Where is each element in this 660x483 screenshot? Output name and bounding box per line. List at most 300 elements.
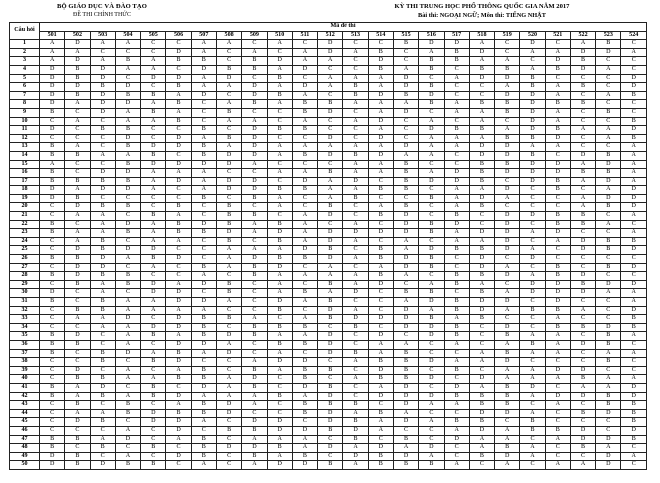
answer-cell: D	[545, 134, 570, 143]
question-number: 23	[10, 229, 40, 238]
answer-cell: B	[570, 220, 595, 229]
answer-cell: C	[570, 418, 595, 427]
table-row	[10, 452, 647, 461]
question-number: 48	[10, 444, 40, 453]
answer-cell: C	[444, 289, 469, 298]
answer-cell: B	[40, 298, 65, 307]
answer-cell: C	[40, 409, 65, 418]
answer-cell: A	[469, 435, 494, 444]
answer-cell: D	[469, 298, 494, 307]
answer-cell: A	[343, 272, 368, 281]
answer-cell: D	[292, 358, 317, 367]
answer-cell: A	[216, 340, 241, 349]
answer-cell: B	[596, 237, 621, 246]
answer-cell: A	[621, 143, 647, 152]
answer-cell: C	[570, 358, 595, 367]
answer-cell: D	[90, 91, 115, 100]
answer-cell: D	[621, 426, 647, 435]
answer-cell: C	[216, 323, 241, 332]
table-row	[10, 435, 647, 444]
answer-cell: A	[90, 212, 115, 221]
answer-cell: C	[191, 426, 216, 435]
answer-cell: C	[141, 426, 166, 435]
answer-cell: C	[495, 315, 520, 324]
answer-cell: A	[621, 349, 647, 358]
answer-cell: A	[444, 194, 469, 203]
answer-cell: D	[368, 280, 393, 289]
answer-cell: D	[115, 186, 140, 195]
answer-cell: B	[469, 401, 494, 410]
answer-cell: D	[90, 100, 115, 109]
answer-cell: C	[40, 426, 65, 435]
answer-cell: A	[495, 461, 520, 470]
answer-cell: A	[267, 246, 292, 255]
answer-cell: A	[444, 186, 469, 195]
answer-cell: B	[469, 126, 494, 135]
answer-cell: B	[242, 323, 267, 332]
answer-cell: C	[267, 401, 292, 410]
answer-cell: B	[469, 418, 494, 427]
exam-code-header: 506	[166, 31, 191, 40]
answer-cell: C	[520, 315, 545, 324]
answer-cell: C	[621, 366, 647, 375]
answer-cell: D	[318, 229, 343, 238]
answer-cell: C	[393, 57, 418, 66]
question-number: 14	[10, 151, 40, 160]
answer-cell: B	[495, 134, 520, 143]
answer-cell: A	[368, 83, 393, 92]
question-number: 21	[10, 212, 40, 221]
answer-cell: D	[115, 349, 140, 358]
answer-cell: B	[368, 212, 393, 221]
question-number: 1	[10, 40, 40, 49]
answer-cell: A	[444, 74, 469, 83]
answer-cell: A	[242, 117, 267, 126]
answer-cell: C	[216, 126, 241, 135]
answer-cell: C	[570, 315, 595, 324]
answer-cell: A	[191, 83, 216, 92]
answer-cell: B	[444, 246, 469, 255]
answer-cell: A	[292, 143, 317, 152]
answer-cell: D	[40, 65, 65, 74]
answer-cell: C	[570, 401, 595, 410]
answer-cell: D	[90, 461, 115, 470]
answer-cell: B	[444, 280, 469, 289]
answer-cell: B	[495, 444, 520, 453]
answer-cell: C	[292, 280, 317, 289]
table-row	[10, 203, 647, 212]
answer-cell: C	[343, 366, 368, 375]
answer-cell: D	[166, 315, 191, 324]
answer-cell: B	[242, 65, 267, 74]
table-row	[10, 177, 647, 186]
answer-cell: D	[242, 177, 267, 186]
answer-cell: D	[469, 194, 494, 203]
answer-cell: A	[318, 272, 343, 281]
answer-cell: A	[267, 366, 292, 375]
question-number: 36	[10, 340, 40, 349]
answer-cell: A	[216, 83, 241, 92]
answer-cell: B	[191, 375, 216, 384]
table-row	[10, 143, 647, 152]
answer-cell: B	[191, 143, 216, 152]
answer-cell: C	[115, 263, 140, 272]
answer-cell: A	[393, 246, 418, 255]
answer-cell: D	[520, 289, 545, 298]
answer-cell: A	[343, 169, 368, 178]
answer-cell: C	[141, 401, 166, 410]
table-row	[10, 375, 647, 384]
answer-cell: D	[166, 177, 191, 186]
answer-cell: C	[65, 220, 90, 229]
answer-cell: A	[318, 186, 343, 195]
answer-cell: D	[393, 143, 418, 152]
answer-cell: A	[141, 169, 166, 178]
answer-cell: D	[292, 83, 317, 92]
answer-cell: A	[495, 375, 520, 384]
answer-cell: D	[419, 332, 444, 341]
answer-cell: C	[444, 91, 469, 100]
table-row	[10, 212, 647, 221]
answer-cell: C	[444, 349, 469, 358]
answer-cell: B	[444, 298, 469, 307]
answer-cell: B	[343, 91, 368, 100]
answer-cell: C	[191, 289, 216, 298]
question-number: 9	[10, 108, 40, 117]
answer-cell: C	[419, 272, 444, 281]
answer-cell: A	[444, 134, 469, 143]
answer-cell: B	[267, 323, 292, 332]
answer-cell: A	[495, 306, 520, 315]
answer-cell: B	[115, 461, 140, 470]
table-row	[10, 332, 647, 341]
answer-cell: B	[216, 220, 241, 229]
answer-cell: B	[191, 126, 216, 135]
answer-cell: C	[166, 65, 191, 74]
answer-cell: C	[191, 255, 216, 264]
answer-cell: A	[495, 194, 520, 203]
answer-cell: D	[495, 272, 520, 281]
answer-cell: B	[621, 237, 647, 246]
answer-cell: B	[570, 409, 595, 418]
answer-cell: D	[292, 246, 317, 255]
answer-cell: B	[343, 83, 368, 92]
answer-cell: B	[166, 100, 191, 109]
answer-cell: C	[520, 220, 545, 229]
answer-cell: A	[141, 229, 166, 238]
answer-cell: D	[318, 40, 343, 49]
answer-cell: B	[343, 349, 368, 358]
answer-cell: B	[393, 349, 418, 358]
answer-cell: B	[216, 65, 241, 74]
answer-cell: A	[495, 263, 520, 272]
answer-cell: A	[469, 117, 494, 126]
answer-cell: C	[419, 237, 444, 246]
answer-cell: A	[115, 306, 140, 315]
answer-cell: A	[495, 289, 520, 298]
answer-cell: A	[267, 40, 292, 49]
answer-cell: C	[141, 134, 166, 143]
answer-cell: A	[495, 426, 520, 435]
question-number: 35	[10, 332, 40, 341]
answer-cell: D	[545, 392, 570, 401]
answer-cell: C	[596, 426, 621, 435]
answer-cell: D	[419, 91, 444, 100]
answer-cell: D	[495, 298, 520, 307]
answer-cell: B	[267, 74, 292, 83]
answer-cell: B	[393, 186, 418, 195]
answer-cell: C	[444, 255, 469, 264]
exam-subject	[352, 12, 612, 20]
answer-cell: A	[545, 237, 570, 246]
answer-cell: B	[419, 57, 444, 66]
answer-cell: D	[166, 48, 191, 57]
answer-cell: B	[141, 444, 166, 453]
answer-cell: D	[545, 280, 570, 289]
answer-cell: D	[191, 160, 216, 169]
answer-cell: A	[318, 263, 343, 272]
answer-cell: C	[469, 220, 494, 229]
answer-cell: D	[166, 74, 191, 83]
answer-cell: B	[216, 108, 241, 117]
answer-cell: B	[596, 263, 621, 272]
table-row	[10, 426, 647, 435]
answer-cell: B	[191, 452, 216, 461]
answer-cell: C	[318, 160, 343, 169]
answer-cell: A	[65, 409, 90, 418]
answer-cell: B	[191, 194, 216, 203]
answer-cell: C	[570, 229, 595, 238]
answer-cell: C	[368, 220, 393, 229]
answer-cell: C	[520, 461, 545, 470]
answer-cell: B	[368, 255, 393, 264]
answer-cell: D	[545, 160, 570, 169]
answer-cell: C	[343, 57, 368, 66]
answer-cell: B	[469, 203, 494, 212]
answer-cell: D	[216, 160, 241, 169]
exam-code-header: 508	[216, 31, 241, 40]
answer-cell: D	[520, 177, 545, 186]
answer-cell: C	[596, 272, 621, 281]
answer-cell: D	[267, 263, 292, 272]
answer-cell: D	[191, 280, 216, 289]
answer-cell: D	[520, 100, 545, 109]
table-row	[10, 160, 647, 169]
answer-cell: D	[393, 212, 418, 221]
answer-cell: C	[368, 40, 393, 49]
answer-cell: C	[621, 220, 647, 229]
question-number: 15	[10, 160, 40, 169]
answer-cell: B	[90, 349, 115, 358]
answer-cell: C	[216, 272, 241, 281]
answer-cell: B	[419, 194, 444, 203]
answer-cell: B	[621, 91, 647, 100]
issuer-block	[46, 3, 158, 19]
answer-cell: A	[216, 117, 241, 126]
answer-cell: A	[621, 452, 647, 461]
table-row	[10, 151, 647, 160]
answer-cell: B	[495, 100, 520, 109]
answer-cell: D	[242, 134, 267, 143]
answer-cell: C	[419, 74, 444, 83]
answer-cell: C	[267, 160, 292, 169]
answer-cell: A	[242, 315, 267, 324]
answer-cell: D	[520, 212, 545, 221]
answer-cell: A	[115, 151, 140, 160]
answer-cell: C	[267, 177, 292, 186]
answer-cell: D	[621, 246, 647, 255]
answer-cell: B	[65, 375, 90, 384]
answer-cell: B	[191, 332, 216, 341]
answer-cell: C	[216, 418, 241, 427]
answer-cell: B	[596, 40, 621, 49]
answer-cell: D	[292, 426, 317, 435]
table-row	[10, 100, 647, 109]
answer-cell: C	[545, 255, 570, 264]
answer-cell: C	[141, 272, 166, 281]
exam-title: KỲ THI TRUNG HỌC PHỔ THÔNG QUỐC GIA NĂM 2017	[394, 3, 570, 10]
answer-cell: B	[292, 255, 317, 264]
answer-cell: D	[318, 108, 343, 117]
answer-cell: B	[368, 65, 393, 74]
answer-cell: A	[545, 461, 570, 470]
answer-cell: B	[141, 461, 166, 470]
answer-cell: D	[621, 83, 647, 92]
answer-cell: A	[621, 229, 647, 238]
answer-cell: A	[368, 349, 393, 358]
answer-cell: C	[444, 117, 469, 126]
answer-cell: B	[393, 366, 418, 375]
answer-cell: C	[90, 143, 115, 152]
answer-cell: A	[216, 375, 241, 384]
answer-cell: D	[166, 426, 191, 435]
answer-cell: C	[292, 40, 317, 49]
answer-cell: B	[166, 409, 191, 418]
answer-cell: C	[621, 461, 647, 470]
answer-cell: A	[596, 289, 621, 298]
answer-cell: C	[570, 91, 595, 100]
answer-cell: C	[292, 306, 317, 315]
exam-code-header: 519	[495, 31, 520, 40]
answer-cell: C	[570, 263, 595, 272]
answer-cell: B	[419, 255, 444, 264]
answer-cell: A	[115, 40, 140, 49]
ministry-name: BỘ GIÁO DỤC VÀ ĐÀO TẠO	[56, 3, 148, 10]
answer-cell: C	[545, 383, 570, 392]
answer-cell: D	[393, 83, 418, 92]
answer-cell: C	[419, 409, 444, 418]
answer-cell: B	[115, 126, 140, 135]
answer-cell: B	[267, 306, 292, 315]
answer-cell: C	[318, 91, 343, 100]
answer-cell: C	[570, 349, 595, 358]
answer-cell: A	[545, 83, 570, 92]
answer-cell: A	[545, 48, 570, 57]
answer-cell: C	[141, 40, 166, 49]
question-number: 47	[10, 435, 40, 444]
answer-cell: A	[115, 298, 140, 307]
answer-cell: D	[343, 229, 368, 238]
answer-cell: D	[495, 409, 520, 418]
exam-code-header: 520	[520, 31, 545, 40]
question-number: 11	[10, 126, 40, 135]
answer-cell: A	[242, 392, 267, 401]
answer-cell: B	[318, 203, 343, 212]
answer-cell: D	[141, 280, 166, 289]
answer-cell: A	[393, 100, 418, 109]
answer-cell: B	[90, 272, 115, 281]
answer-cell: A	[545, 349, 570, 358]
exam-code-row	[10, 31, 647, 40]
answer-cell: C	[621, 340, 647, 349]
answer-cell: A	[469, 383, 494, 392]
answer-cell: C	[469, 212, 494, 221]
table-row	[10, 74, 647, 83]
answer-cell: C	[191, 358, 216, 367]
answer-cell: A	[469, 186, 494, 195]
answer-cell: C	[65, 160, 90, 169]
answer-cell: B	[343, 151, 368, 160]
answer-cell: D	[495, 143, 520, 152]
exam-code-header: 513	[343, 31, 368, 40]
answer-cell: A	[570, 194, 595, 203]
answer-cell: D	[115, 134, 140, 143]
answer-cell: B	[40, 108, 65, 117]
answer-cell: B	[141, 332, 166, 341]
answer-cell: A	[419, 452, 444, 461]
answer-cell: A	[90, 409, 115, 418]
answer-cell: C	[520, 237, 545, 246]
question-number: 19	[10, 194, 40, 203]
answer-cell: B	[292, 126, 317, 135]
answer-cell: C	[419, 186, 444, 195]
answer-cell: B	[419, 289, 444, 298]
answer-cell: A	[343, 237, 368, 246]
answer-cell: A	[166, 401, 191, 410]
answer-cell: A	[141, 349, 166, 358]
answer-cell: C	[393, 332, 418, 341]
answer-cell: A	[141, 186, 166, 195]
answer-cell: B	[393, 289, 418, 298]
answer-cell: C	[419, 212, 444, 221]
answer-cell: B	[570, 100, 595, 109]
answer-cell: B	[141, 358, 166, 367]
answer-cell: C	[469, 91, 494, 100]
answer-cell: B	[216, 315, 241, 324]
answer-cell: B	[495, 383, 520, 392]
answer-cell: B	[621, 315, 647, 324]
answer-cell: A	[115, 108, 140, 117]
answer-cell: D	[267, 57, 292, 66]
answer-cell: D	[318, 418, 343, 427]
answer-cell: A	[191, 177, 216, 186]
answer-cell: B	[318, 383, 343, 392]
answer-cell: B	[419, 315, 444, 324]
answer-cell: D	[495, 229, 520, 238]
answer-cell: A	[318, 177, 343, 186]
answer-cell: A	[242, 48, 267, 57]
answer-cell: B	[444, 212, 469, 221]
answer-cell: C	[343, 65, 368, 74]
answer-cell: D	[242, 91, 267, 100]
answer-cell: A	[393, 409, 418, 418]
question-number: 42	[10, 392, 40, 401]
question-number: 28	[10, 272, 40, 281]
answer-cell: C	[368, 177, 393, 186]
answer-cell: C	[141, 203, 166, 212]
answer-cell: D	[318, 392, 343, 401]
question-number: 50	[10, 461, 40, 470]
